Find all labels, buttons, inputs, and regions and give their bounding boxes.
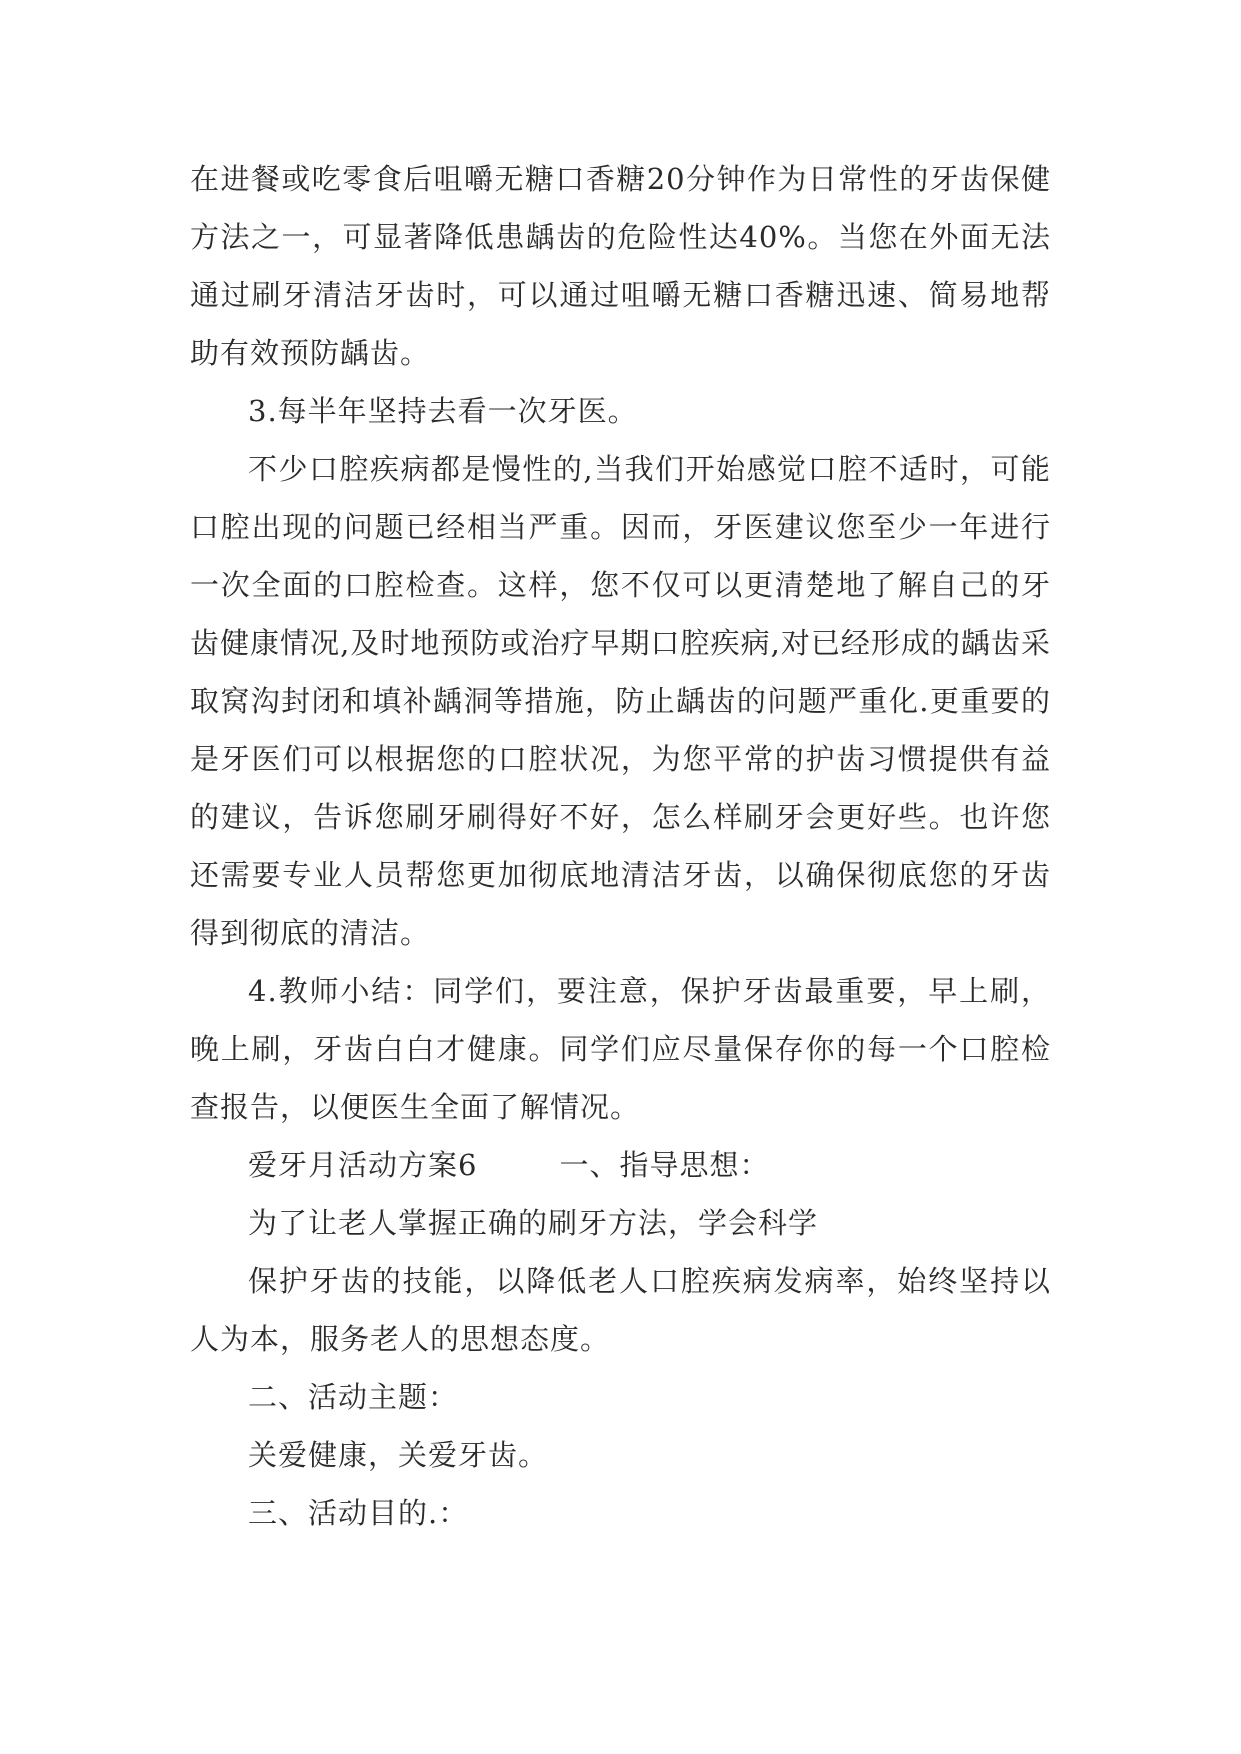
section-activity-purpose: 三、活动目的.： bbox=[248, 1496, 469, 1530]
plan-heading bbox=[190, 1136, 1051, 1194]
paragraph-dentist-body: 不少口腔疾病都是慢性的,当我们开始感觉口腔不适时，可能口腔出现的问题已经相当严重。因而，牙医建议您至少一年进行一次全面的口腔检查。这样，您不仅可以更清楚地了解自己的牙齿健康情况,及时地预防或治疗早期口腔疾病,对已经形成的龋齿采取窝沟封闭和填补龋洞等措施，防止龋齿的问题严重化.更重要的是牙医们可以根据您的口腔状况，为您平常的护齿习惯提供有益的建议，告诉您刷牙刷得好不好，怎么样刷牙会更好些。也许您还需要专业人员帮您更加彻底地清洁牙齿，以确保彻底您的牙齿得到彻底的清洁。 bbox=[190, 452, 1051, 950]
paragraph-gum: 在进餐或吃零食后咀嚼无糖口香糖20分钟作为日常性的牙齿保健方法之一，可显著降低患龋齿的危险性达40%。当您在外面无法通过刷牙清洁牙齿时，可以通过咀嚼无糖口香糖迅速、简易地帮助有效预防龋齿。 bbox=[190, 162, 1051, 370]
section-activity-theme: 二、活动主题： bbox=[248, 1380, 459, 1414]
section-guiding-thought: 一、指导思想： bbox=[559, 1148, 770, 1182]
paragraph-teacher-summary: 4.教师小结：同学们，要注意，保护牙齿最重要，早上刷，晚上刷，牙齿白白才健康。同学们应尽量保存你的每一个口腔检查报告，以便医生全面了解情况。 bbox=[190, 974, 1051, 1124]
plan-title: 爱牙月活动方案6 bbox=[248, 1148, 478, 1182]
paragraph-theme: 关爱健康，关爱牙齿。 bbox=[248, 1438, 549, 1472]
paragraph-dentist-heading: 3.每半年坚持去看一次牙医。 bbox=[248, 394, 638, 428]
paragraph-guiding-1: 为了让老人掌握正确的刷牙方法，学会科学 bbox=[248, 1206, 819, 1240]
paragraph-guiding-2: 保护牙齿的技能，以降低老人口腔疾病发病率，始终坚持以人为本，服务老人的思想态度。 bbox=[190, 1264, 1051, 1356]
